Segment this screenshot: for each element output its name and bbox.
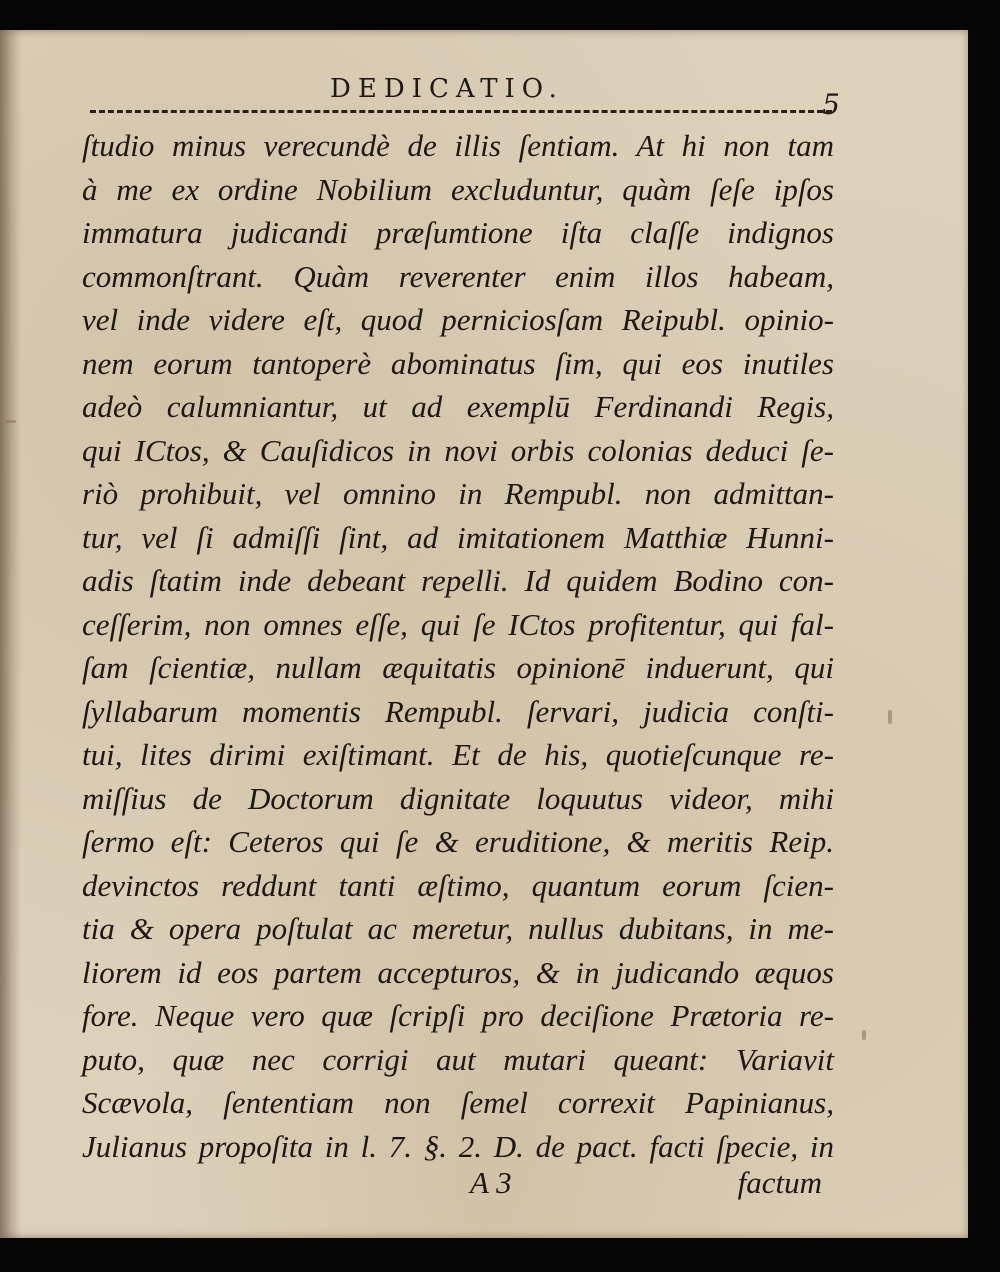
text-line: adeò calumniantur, ut ad exemplū Ferdinandi Regis,: [82, 389, 834, 424]
text-line: liorem id eos partem accepturos, & in judicando æquos: [82, 954, 834, 990]
text-line: Julianus propoſita in l. 7. §. 2. D. de pact. facti ſpecie, in: [82, 1128, 834, 1164]
catchword: factum: [737, 1165, 822, 1200]
text-line: ſtudio minus verecundè de illis ſentiam. At hi non tam: [82, 128, 834, 163]
paper-fleck: [888, 710, 892, 724]
running-title: DEDICATIO.: [330, 74, 564, 104]
page-footer: [82, 1165, 842, 1205]
text-line: fore. Neque vero quæ ſcripſi pro deciſione Prætoria re-: [82, 998, 834, 1033]
text-line: tur, vel ſi admiſſi ſint, ad imitationem Matthiæ Hunni-: [82, 519, 834, 555]
page-gutter-shadow: [0, 30, 22, 1238]
text-line: puto, quæ nec corrigi aut mutari queant: Variavit: [82, 1041, 834, 1077]
running-header: [90, 72, 840, 121]
book-page: [0, 30, 968, 1238]
body-text: [82, 124, 842, 1168]
text-line: adis ſtatim inde debeant repelli. Id quidem Bodino con-: [82, 563, 834, 598]
text-line: ſam ſcientiæ, nullam æquitatis opinionē induerunt, qui: [82, 650, 834, 685]
text-line: nem eorum tantoperè abominatus ſim, qui eos inutiles: [82, 345, 834, 381]
text-line: ſyllabarum momentis Rempubl. ſervari, judicia conſti-: [82, 693, 834, 729]
signature-mark: A 3: [470, 1165, 512, 1200]
paper-fleck: [6, 420, 16, 423]
paper-fleck: [862, 1030, 866, 1040]
text-line: immatura judicandi præſumtione iſta claſſe indignos: [82, 215, 834, 250]
text-line: qui ICtos, & Cauſidicos in novi orbis colonias deduci ſe-: [82, 432, 834, 468]
text-line: ſermo eſt: Ceteros qui ſe & eruditione, & meritis Reip.: [82, 824, 834, 859]
text-line: devinctos reddunt tanti æſtimo, quantum eorum ſcien-: [82, 867, 834, 903]
text-line: Scævola, ſententiam non ſemel correxit Papinianus,: [82, 1085, 834, 1120]
text-line: vel inde videre eſt, quod perniciosſam Reipubl. opinio-: [82, 302, 834, 337]
text-line: à me ex ordine Nobilium excluduntur, quàm ſeſe ipſos: [82, 171, 834, 207]
header-rule: [90, 110, 832, 113]
text-line: ceſſerim, non omnes eſſe, qui ſe ICtos profitentur, qui fal-: [82, 606, 834, 642]
text-line: riò prohibuit, vel omnino in Rempubl. non admittan-: [82, 476, 834, 511]
text-line: commonſtrant. Quàm reverenter enim illos habeam,: [82, 258, 834, 294]
text-line: miſſius de Doctorum dignitate loquutus videor, mihi: [82, 780, 834, 816]
text-line: tui, lites dirimi exiſtimant. Et de his, quotieſcunque re-: [82, 737, 834, 772]
page-number: 5: [822, 88, 840, 121]
text-line: tia & opera poſtulat ac meretur, nullus dubitans, in me-: [82, 911, 834, 946]
